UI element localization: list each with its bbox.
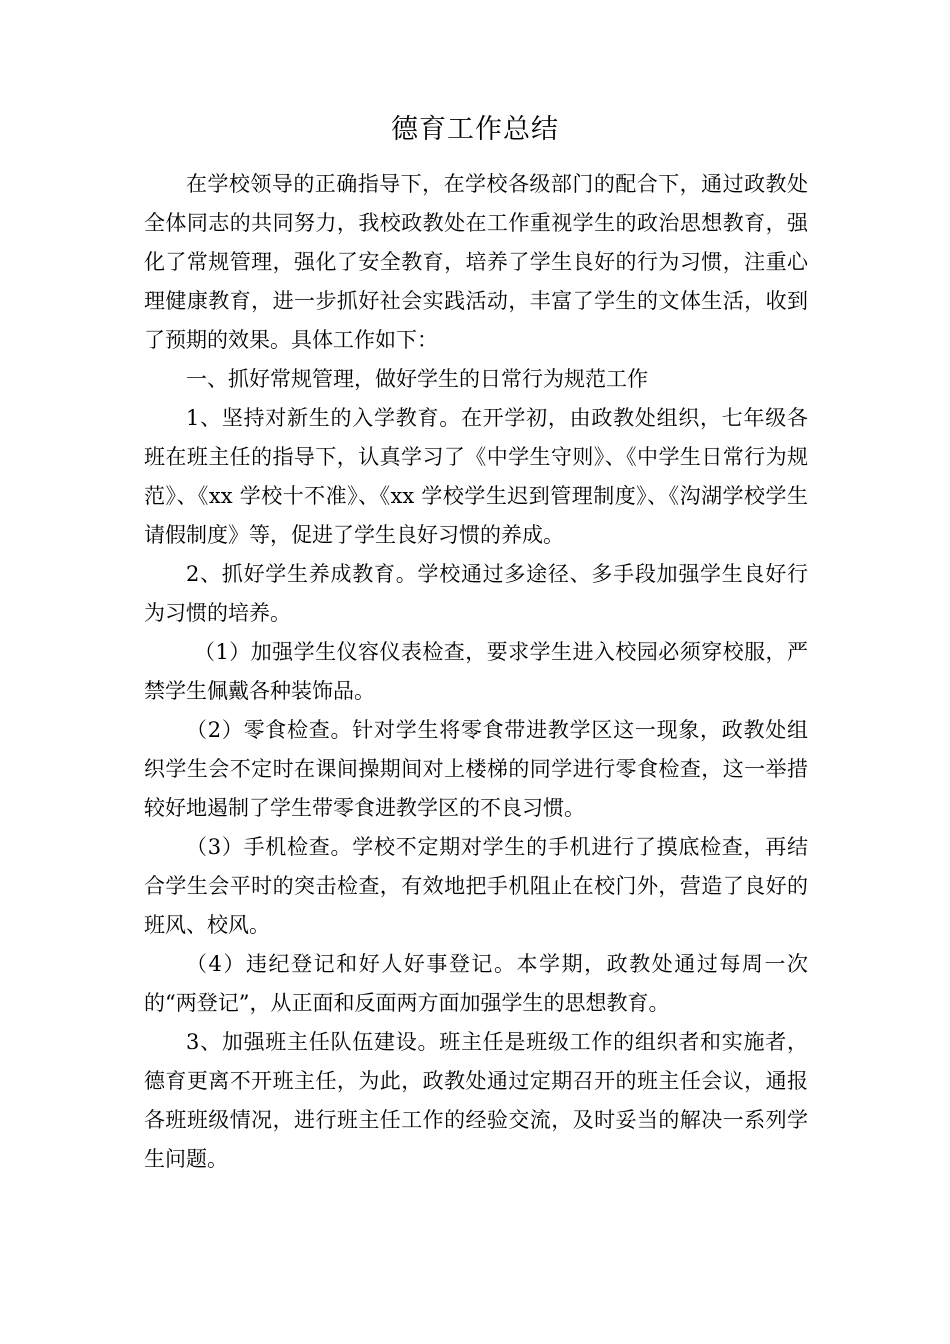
paragraph-subitem-3: （3）手机检查。学校不定期对学生的手机进行了摸底检查，再结合学生会平时的突击检查，有效地把手机阻止在校门外，营造了良好的班风、校风。 — [144, 835, 808, 937]
paragraph-intro: 在学校领导的正确指导下，在学校各级部门的配合下，通过政教处全体同志的共同努力，我校政教处在工作重视学生的政治思想教育，强化了常规管理，强化了安全教育，培养了学生良好的行为习惯，注重心理健康教育，进一步抓好社会实践活动，丰富了学生的文体生活，收到了预期的效果。具体工作如下： — [144, 172, 808, 352]
document-body — [144, 165, 808, 1179]
paragraph-subitem-4: （4）违纪登记和好人好事登记。本学期，政教处通过每周一次的“两登记”，从正面和反面两方面加强学生的思想教育。 — [144, 952, 808, 1015]
paragraph-item-2: 2、抓好学生养成教育。学校通过多途径、多手段加强学生良好行为习惯的培养。 — [144, 562, 808, 625]
paragraph-subitem-1: （1）加强学生仪容仪表检查，要求学生进入校园必须穿校服，严禁学生佩戴各种装饰品。 — [144, 640, 808, 703]
section-heading-1: 一、抓好常规管理，做好学生的日常行为规范工作 — [186, 367, 648, 391]
paragraph-item-3: 3、加强班主任队伍建设。班主任是班级工作的组织者和实施者，德育更离不开班主任，为此，政教处通过定期召开的班主任会议，通报各班班级情况，进行班主任工作的经验交流，及时妥当的解决一系列学生问题。 — [144, 1030, 808, 1171]
paragraph-subitem-2: （2）零食检查。针对学生将零食带进教学区这一现象，政教处组织学生会不定时在课间操期间对上楼梯的同学进行零食检查，这一举措较好地遏制了学生带零食进教学区的不良习惯。 — [144, 718, 808, 820]
paragraph-item-1: 1、坚持对新生的入学教育。在开学初，由政教处组织，七年级各班在班主任的指导下，认真学习了《中学生守则》、《中学生日常行为规范》、《xx 学校十不准》、《xx 学校学生迟到管理制度》、《沟湖学校学生请假制度》等，促进了学生良好习惯的养成。 — [144, 406, 808, 547]
document-title: 德育工作总结 — [391, 114, 559, 145]
